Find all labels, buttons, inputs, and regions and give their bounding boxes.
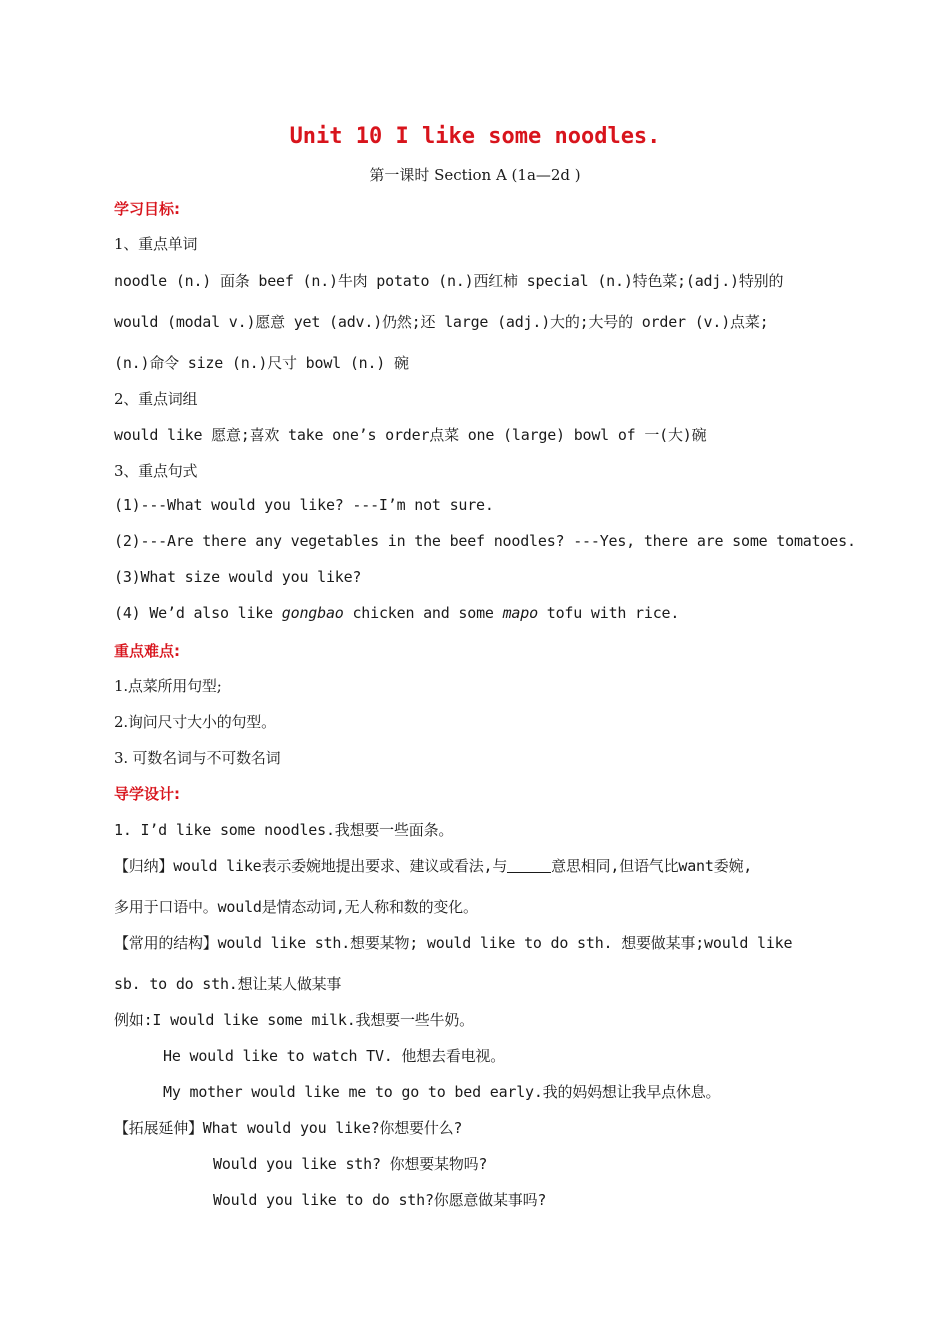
design-1: 1. I’d like some noodles.我想要一些面条。	[114, 821, 454, 839]
structure-line-2: sb. to do sth.想让某人做某事	[114, 975, 342, 993]
page-title: Unit 10 I like some noodles.	[289, 124, 661, 149]
sentence-2: (2)---Are there any vegetables in the beef noodles? ---Yes, there are some tomatoes.	[114, 532, 856, 550]
difficulty-1: 1.点菜所用句型;	[114, 677, 222, 695]
summary-line-1	[114, 855, 752, 876]
goals-heading: 学习目标:	[114, 200, 180, 218]
extend-3: Would you like to do sth?你愿意做某事吗?	[213, 1191, 547, 1209]
summary-part-b: 意思相同,但语气比want委婉,	[551, 857, 753, 875]
summary-line-2: 多用于口语中。would是情态动词,无人称和数的变化。	[114, 898, 478, 916]
sentence-4-part-a: (4) We’d also like	[114, 604, 282, 622]
vocab-heading: 1、重点单词	[114, 235, 198, 253]
difficulty-2: 2.询问尺寸大小的句型。	[114, 713, 276, 731]
sentence-4-part-c: chicken and some	[343, 604, 503, 622]
design-heading: 导学设计:	[114, 785, 180, 803]
phrases-heading: 2、重点词组	[114, 390, 198, 408]
example-2: He would like to watch TV. 他想去看电视。	[163, 1047, 506, 1065]
vocab-line-1: noodle (n.) 面条 beef (n.)牛肉 potato (n.)西红柿 special (n.)特色菜;(adj.)特别的	[114, 272, 784, 290]
sentences-heading: 3、重点句式	[114, 462, 198, 480]
example-3: My mother would like me to go to bed early.我的妈妈想让我早点休息。	[163, 1083, 721, 1101]
sentence-3: (3)What size would you like?	[114, 568, 362, 586]
extend-1: 【拓展延伸】What would you like?你想要什么?	[114, 1119, 463, 1137]
vocab-line-2: would (modal v.)愿意 yet (adv.)仍然;还 large (adj.)大的;大号的 order (v.)点菜;	[114, 313, 769, 331]
fill-blank	[507, 858, 551, 873]
phrases-line: would like 愿意;喜欢 take one’s order点菜 one (large) bowl of 一(大)碗	[114, 426, 707, 444]
page-subtitle: 第一课时 Section A (1a—2d )	[369, 166, 581, 184]
extend-2: Would you like sth? 你想要某物吗?	[213, 1155, 488, 1173]
sentence-4-gongbao: gongbao	[281, 604, 344, 622]
vocab-line-3: (n.)命令 size (n.)尺寸 bowl (n.) 碗	[114, 354, 409, 372]
difficulty-heading: 重点难点:	[114, 642, 180, 660]
difficulty-3: 3. 可数名词与不可数名词	[114, 749, 281, 767]
example-1: 例如:I would like some milk.我想要一些牛奶。	[114, 1011, 474, 1029]
sentence-4-mapo: mapo	[502, 604, 538, 622]
sentence-1: (1)---What would you like? ---I’m not sure.	[114, 496, 494, 514]
sentence-4	[114, 604, 679, 622]
structure-line-1: 【常用的结构】would like sth.想要某物; would like to do sth. 想要做某事;would like	[114, 934, 793, 952]
summary-part-a: 【归纳】would like表示委婉地提出要求、建议或看法,与	[114, 857, 508, 875]
sentence-4-part-e: tofu with rice.	[537, 604, 680, 622]
